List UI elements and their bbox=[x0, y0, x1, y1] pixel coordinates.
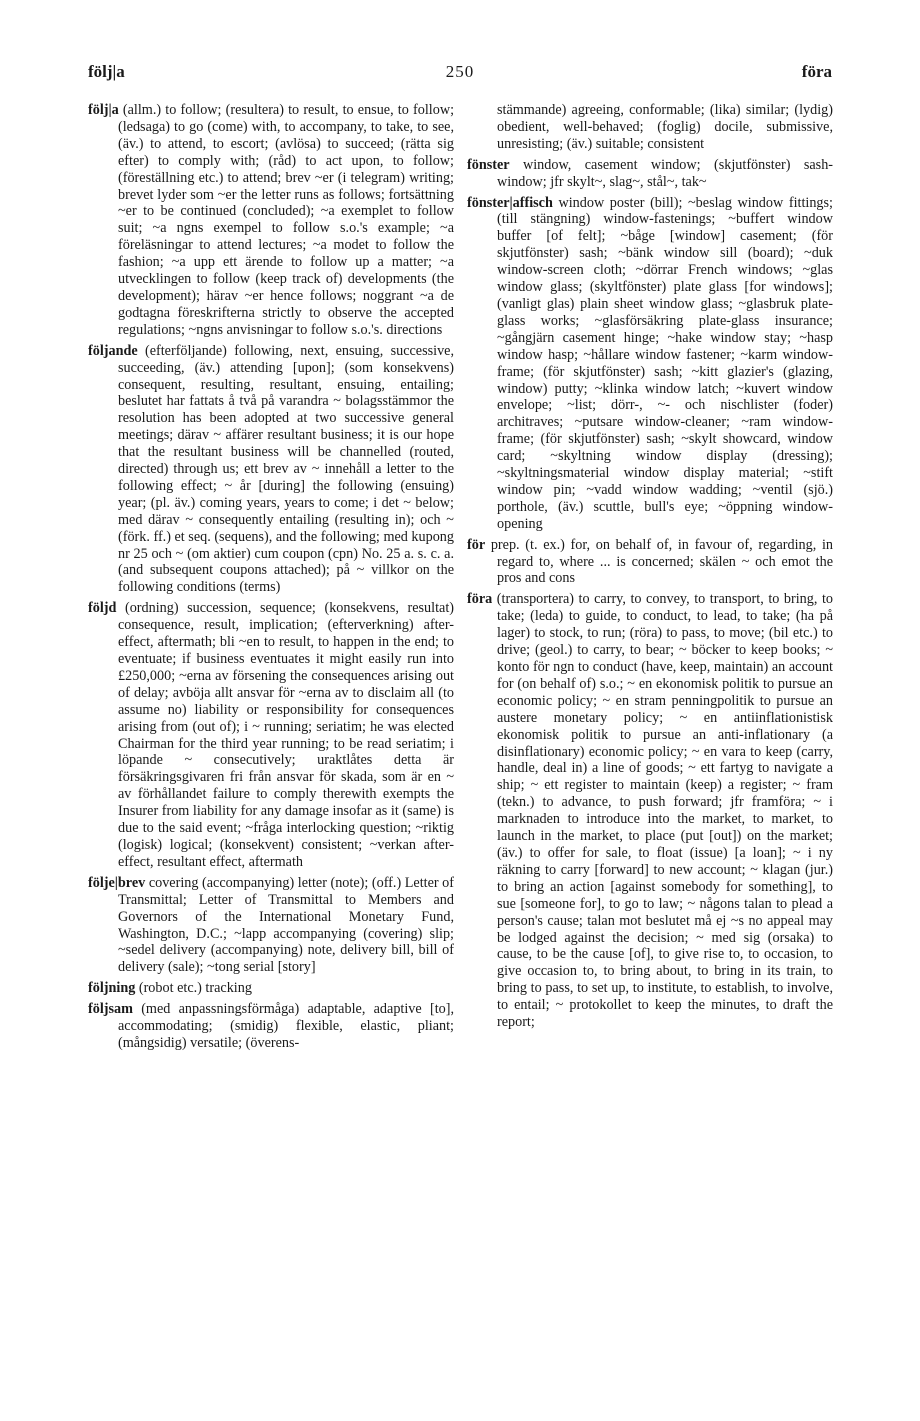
entry-headword: följd bbox=[88, 600, 117, 617]
dictionary-entry bbox=[467, 195, 833, 533]
entry-headword: följ|a bbox=[88, 102, 119, 118]
entry-headword: för bbox=[467, 536, 486, 553]
entry-text: (allm.) to follow; (resultera) to result, to ensue, to follow; (ledsaga) to go (come) with, to accompany, to take, to see, (äv.) to attend, to escort; (avlösa) to succeed; (rätta sig efter) to comply with; (råd) to act upon, to follow; (föreställning etc.) to attend; brev ~er (i telegram) writing; brevet lyder som ~er the letter runs as follows; fortsättning ~er to be continued (concluded); ~a exemplet to follow suit; ~a ngns exempel to follow s.o.'s example; ~a föreläsningar to attend lectures; ~a modet to follow the fashion; ~a upp ett ärende to follow up a matter; ~a utvecklingen to follow (keep track of) developments (the development); härav ~er hence follows; noggrant ~a de godtagna föreskrifterna strictly to observe the accepted regulations; ~ngns anvisningar to follow s.o.'s. directions bbox=[118, 102, 455, 338]
dictionary-entry bbox=[88, 875, 454, 976]
entry-headword: följning bbox=[88, 980, 136, 997]
entry-headword: följande bbox=[88, 342, 138, 359]
dictionary-entry bbox=[88, 102, 454, 339]
dictionary-entry bbox=[88, 343, 454, 597]
entry-text: window, casement window; (skjutfönster) sash-window; jfr skylt~, slag~, stål~, tak~ bbox=[497, 156, 834, 190]
page-number: 250 bbox=[445, 62, 475, 81]
right-column bbox=[467, 102, 833, 1035]
dictionary-entry-continuation bbox=[467, 102, 833, 153]
dictionary-entry bbox=[467, 537, 833, 588]
entry-text: covering (accompanying) letter (note); (off.) Letter of Transmittal; Letter of Transmittal to Members and Governors of the International Monetary Fund, Washington, D.C.; ~lapp accompanying (covering) slip; ~sedel delivery (accompanying) note, delivery bill, bill of delivery (sale); ~tong serial [story] bbox=[118, 874, 454, 976]
left-column bbox=[88, 102, 454, 1056]
dictionary-entry bbox=[467, 591, 833, 1031]
dictionary-entry bbox=[88, 980, 454, 997]
entry-headword: följsam bbox=[88, 1001, 133, 1018]
dictionary-entry bbox=[88, 600, 454, 871]
running-head bbox=[88, 62, 832, 86]
entry-text: prep. (t. ex.) for, on behalf of, in favour of, regarding, in regard to, where ... is concerned; skälen ~ och emot the pros and cons bbox=[490, 536, 834, 587]
entry-text: (med anpassningsförmåga) adaptable, adaptive [to], accommodating; (smidig) flexible, elastic, pliant; (mångsidig) versatile; (överens- bbox=[118, 1001, 455, 1051]
entry-text: (transportera) to carry, to convey, to transport, to bring, to take; (leda) to guide, to conduct, to lead, to take; (ha på lager) to stock, to run; (röra) to pass, to move; (bil etc.) to drive; (geol.) to carry, to bear; ~ böcker to keep books; ~ konto för ngn to conduct (have, keep, maintain) an account for (on behalf of) s.o.; ~ en ekonomisk politik to pursue an economic policy; ~ en stram penningpolitik to pursue an austere monetary policy; ~ en antiinflationistisk ekonomisk politik to pursue an anti-inflationary (a disinflationary) economic policy; ~ en vara to keep (carry, handle, deal in) a line of goods; ~ ett fartyg to navigate a ship; ~ ett register to maintain (keep) a register; ~ fram (tekn.) to advance, to push forward; jfr framföra; ~ i marknaden to introduce into the market, to market, to launch in the market, to place (put [out]) on the market; (äv.) to offer for sale, to float (issue) [a loan]; ~ i ny räkning to carry [forward] to new account; ~ klagan (jur.) to bring an action [against somebody for something], to sue [someone for], to go to law; ~ någons talan to plead a person's cause; talan mot beslutet må ej ~s no appeal may be lodged against the decision; ~ med sig (orsaka) to cause, to be the cause [of], to give rise to, to occasion, to give occasion to, to bring about, to bring in its train, to bring to pass, to set up, to institute, to establish, to involve, to entail; ~ protokollet to keep the minutes, to draft the report; bbox=[496, 591, 833, 1031]
dictionary-entry bbox=[88, 1001, 454, 1052]
entry-headword: fönster bbox=[467, 156, 510, 173]
entry-text: stämmande) agreeing, conformable; (lika) similar; (lydig) obedient, well-behaved; (foglig) docile, submissive, unresisting; (äv.) suitable; consistent bbox=[497, 102, 833, 152]
running-head-right: föra bbox=[801, 62, 832, 81]
entry-text: window poster (bill); ~beslag window fittings; (till stängning) window-fastenings; ~buffert window buffer [of felt]; ~båge [window] casement; (för skjutfönster) sash; ~bänk window sill (board); ~duk window-screen cloth; ~dörrar French windows; ~glas window glass; (skyltfönster) plate glass [for windows]; (vanligt glas) plain sheet window glass; ~glasbruk plate-glass works; ~glasförsäkring plate-glass insurance; ~gångjärn casement hinge; ~hake window stay; ~hasp window hasp; ~hållare window fastener; ~karm window-frame; (för skjutfönster) sash; ~kitt glazier's (glazing, window) putty; ~klinka window latch; ~kuvert window envelope; ~list; dörr-, ~- och nischlister (foder) architraves; ~putsare window-cleaner; ~ram window-frame; (för skjutfönster) sash; ~skylt showcard, window card; ~skyltning window display (dressing); ~skyltningsmaterial window display material; ~stift window pin; ~vadd window wadding; ~ventil (sjö.) porthole, (äv.) scuttle, bull's eye; ~öppning window-opening bbox=[497, 194, 833, 532]
entry-headword: följe|brev bbox=[88, 874, 146, 891]
entry-headword: fönster|affisch bbox=[467, 194, 553, 211]
entry-text: (robot etc.) tracking bbox=[138, 980, 252, 997]
entry-text: (efterföljande) following, next, ensuing, successive, succeeding, (äv.) attending [upon]; (som konsekvens) consequent, resulting, resultant, ensuing, entailing; beslutet har fattats å två på varandra ~ bolagsstämmor the resolution has been adopted at two successive general meetings; därav ~ affärer resultant business; it is our hope that the resultant business will be channelled (routed, directed) through us; ett brev av ~ innehåll a letter to the following effect; ~ år [during] the following (ensuing) year; (pl. äv.) coming years, years to come; i det ~ below; med därav ~ consequently entailing (resulting in); och ~(förk. ff.) et seq. (sequens), and the following; med kupong nr 25 och ~ (om aktier) cum coupon (cpn) No. 25 a. s. c. a. (and subsequent coupons attached); på ~ villkor on the following conditions (terms) bbox=[118, 342, 455, 596]
entry-headword: föra bbox=[467, 591, 493, 608]
dictionary-entry bbox=[467, 157, 833, 191]
running-head-left: följ|a bbox=[88, 62, 125, 81]
entry-text: (ordning) succession, sequence; (konsekvens, resultat) consequence, result, implication; (efterverkning) after-effect, aftermath; bli ~en to result, to happen in the end; to eventuate; if business eventuates it might easily run into £250,000; ~erna av försening the consequences arising out of delay; avböja allt ansvar för ~erna av to disclaim all (to assume no) liability or responsibility for consequences arising from (out of); i ~ running; seriatim; he was elected Chairman for the third year running; to be read seriatim; i löpande ~ consecutively; uraktlåtes detta är försäkringsgivaren fri från ansvar för skada, som är en ~ av förhållandet failure to comply therewith exempts the Insurer from liability for any damage insofar as it (same) is due to the said event; ~fråga interlocking question; ~riktig (logisk) logical; (konsekvent) consistent; ~verkan after-effect, resultant effect, aftermath bbox=[118, 600, 455, 870]
